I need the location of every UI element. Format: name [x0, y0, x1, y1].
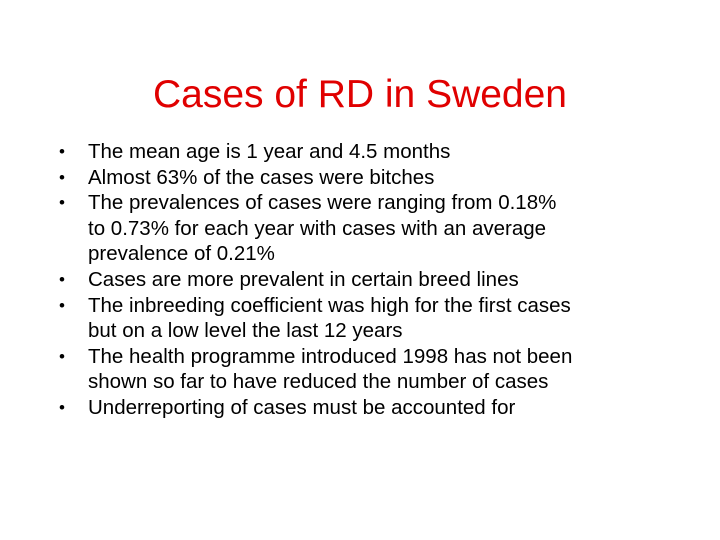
bullet-icon: • [59, 346, 65, 366]
slide-title: Cases of RD in Sweden [152, 73, 568, 116]
bullet-item [59, 139, 699, 165]
bullet-item [59, 190, 699, 267]
bullet-text: The mean age is 1 year and 4.5 months [88, 140, 451, 163]
bullet-text: Underreporting of cases must be accounted for [88, 395, 516, 419]
bullet-text: The inbreeding coefficient was high for the first cases but on a low level the last 12 years [88, 293, 571, 343]
bullet-item [59, 165, 699, 191]
bullet-icon: • [59, 167, 65, 187]
bullet-icon: • [59, 397, 65, 417]
bullet-icon: • [59, 142, 65, 161]
bullet-text: Cases are more prevalent in certain breed lines [88, 267, 519, 291]
bullet-text: Almost 63% of the cases were bitches [88, 165, 435, 189]
bullet-list [59, 139, 699, 421]
bullet-text: The prevalences of cases were ranging from 0.18% to 0.73% for each year with cases with an average prevalence of 0.21% [88, 191, 557, 266]
bullet-item [59, 344, 699, 395]
bullet-item [59, 395, 699, 421]
bullet-icon: • [59, 269, 65, 289]
bullet-icon: • [59, 295, 65, 315]
bullet-item [59, 293, 699, 344]
bullet-item [59, 267, 699, 293]
bullet-icon: • [59, 193, 65, 213]
bullet-text: The health programme introduced 1998 has not been shown so far to have reduced the number of cases [88, 344, 573, 394]
